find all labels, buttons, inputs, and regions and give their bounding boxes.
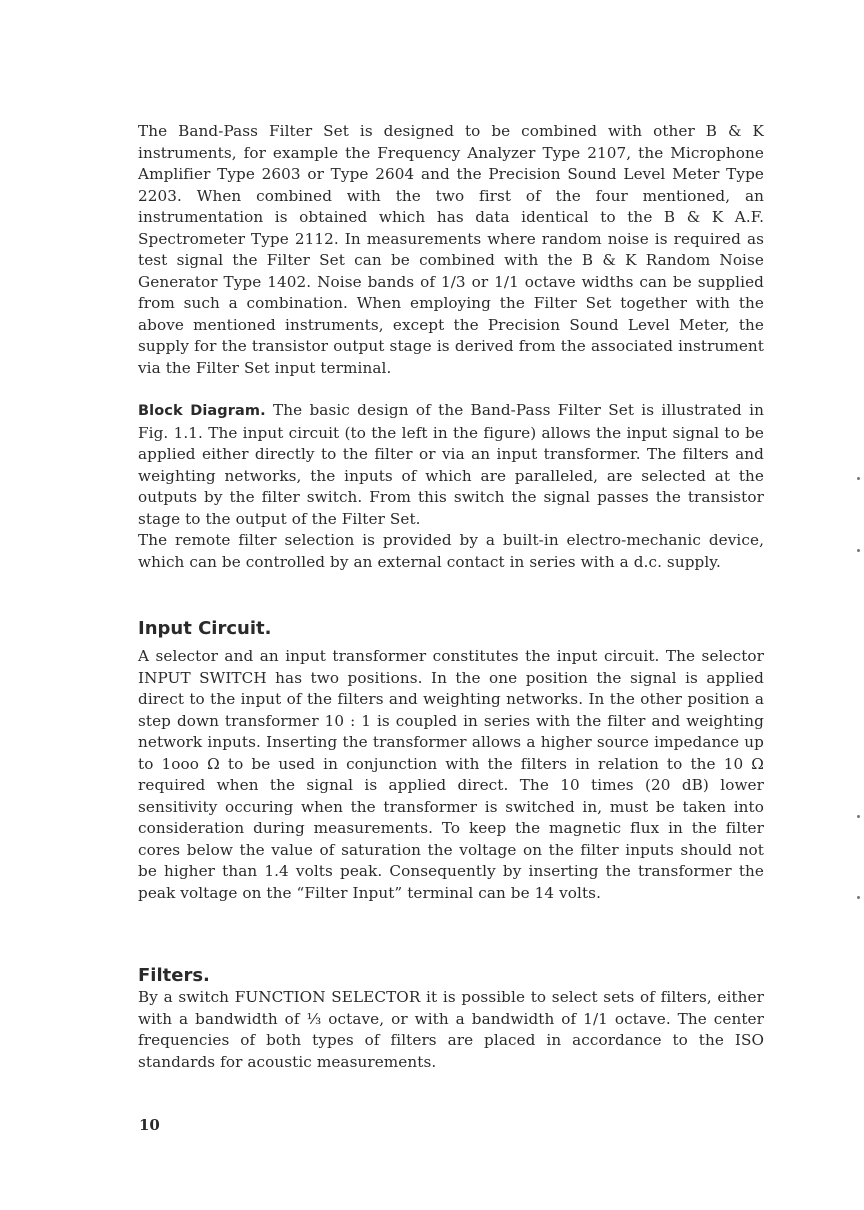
intro-section bbox=[138, 121, 764, 379]
scan-speck bbox=[857, 549, 860, 552]
scan-speck bbox=[857, 815, 860, 818]
input-circuit-section bbox=[138, 618, 764, 904]
filters-paragraph: By a switch FUNCTION SELECTOR it is possible to select sets of filters, either with a bandwidth of ⅓ octave, or with a bandwidth of 1/1 octave. The center frequencies of both types of filters are placed in accordance to the ISO standards for acoustic measurements. bbox=[138, 988, 764, 1071]
input-circuit-paragraph: A selector and an input transformer constitutes the input circuit. The selector INPUT SWITCH has two positions. In the one position the signal is applied direct to the input of the filters and weighting networks. In the other position a step down transformer 10 : 1 is coupled in series with the filter and weighting network inputs. Inserting the transformer allows a higher source impedance up to 1ooo Ω to be used in conjunction with the filters in relation to the 10 Ω required when the signal is applied direct. The 10 times (20 dB) lower sensitivity occuring when the transformer is switched in, must be taken into consideration during measurements. To keep the magnetic flux in the filter cores below the value of saturation the voltage on the filter inputs should not be higher than 1.4 volts peak. Consequently by inserting the transformer the peak voltage on the “Filter Input” terminal can be 14 volts. bbox=[138, 647, 764, 902]
block-diagram-text: The basic design of the Band-Pass Filter Set is illustrated in Fig. 1.1. The input circuit (to the left in the figure) allows the input signal to be applied either directly to the filter or via an input transformer. The filters and weighting networks, the inputs of which are paralleled, are selected at the outputs by the filter switch. From this switch the signal passes the transistor stage to the output of the Filter Set. bbox=[138, 401, 764, 528]
intro-paragraph: The Band-Pass Filter Set is designed to be combined with other B & K instruments, for example the Frequency Analyzer Type 2107, the Microphone Amplifier Type 2603 or Type 2604 and the Precision Sound Level Meter Type 2203. When combined with the two first of the four mentioned, an instrumentation is obtained which has data identical to the B & K A.F. Spectrometer Type 2112. In measurements where random noise is required as test signal the Filter Set can be combined with the B & K Random Noise Generator Type 1402. Noise bands of 1/3 or 1/1 octave widths can be supplied from such a combination. When employing the Filter Set together with the above mentioned instruments, except the Precision Sound Level Meter, the supply for the transistor output stage is derived from the associated instrument via the Filter Set input terminal. bbox=[138, 122, 764, 377]
scan-speck bbox=[857, 477, 860, 480]
remote-selection-paragraph: The remote filter selection is provided by a built-in electro-mechanic device, which can be controlled by an external contact in series with a d.c. supply. bbox=[138, 531, 764, 571]
filters-heading: Filters. bbox=[138, 965, 210, 986]
page-number: 10 bbox=[139, 1116, 160, 1134]
scan-speck bbox=[857, 896, 860, 899]
filters-section bbox=[138, 965, 764, 1073]
block-diagram-paragraph bbox=[138, 400, 764, 530]
block-diagram-section bbox=[138, 400, 764, 573]
input-circuit-heading: Input Circuit. bbox=[138, 618, 272, 639]
block-diagram-heading: Block Diagram. bbox=[138, 403, 266, 419]
